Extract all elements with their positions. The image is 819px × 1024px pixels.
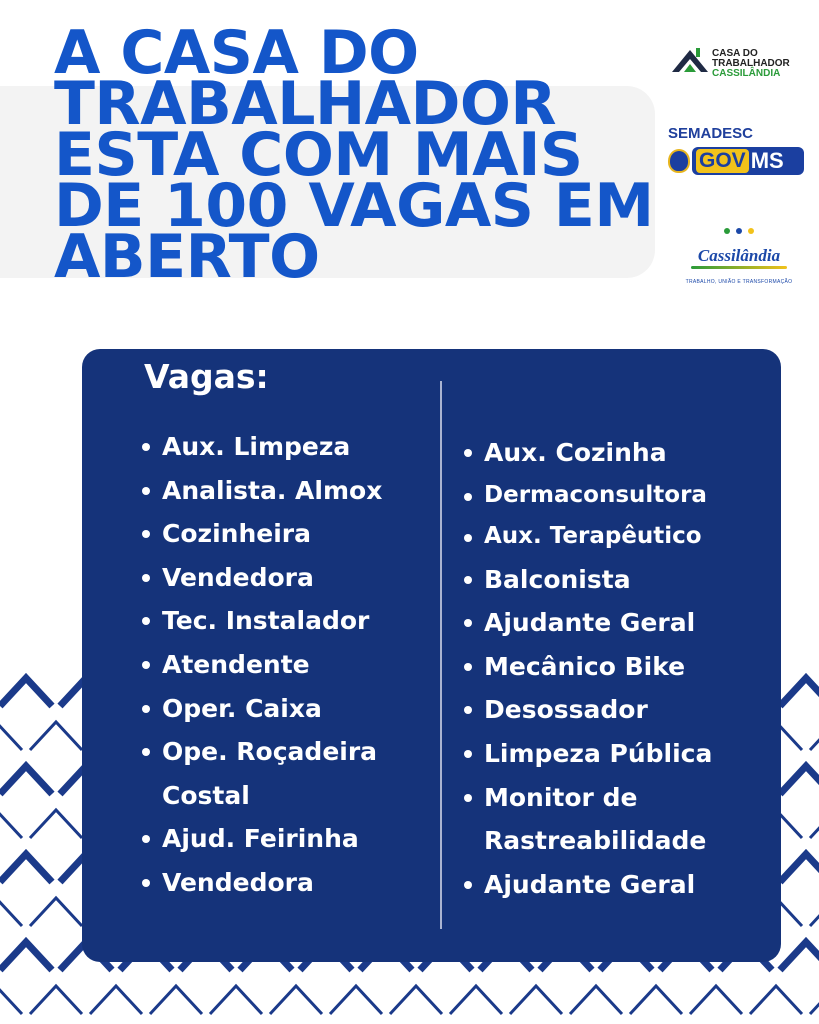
chevron-shape (690, 986, 742, 1014)
list-item: Vendedora (142, 861, 422, 905)
headline-line: TRABALHADOR (54, 69, 557, 139)
column-divider (440, 381, 442, 929)
logo-text: CASA DO (712, 48, 758, 59)
list-item: Cozinheira (142, 512, 422, 556)
chevron-shape (90, 986, 142, 1014)
chevron-shape (810, 986, 819, 1014)
headline (54, 18, 664, 292)
list-item: Ajud. Feirinha (142, 817, 422, 861)
chevron-shape (150, 986, 202, 1014)
list-item: Limpeza Pública (464, 732, 754, 776)
vacancies-card (82, 349, 781, 962)
chevron-shape (0, 986, 22, 1014)
chevron-shape (780, 766, 819, 794)
headline-line: ESTA COM MAIS (54, 120, 583, 190)
headline-line: DE 100 VAGAS EM (54, 171, 654, 241)
list-item (464, 776, 754, 863)
chevron-shape (0, 722, 22, 750)
chevron-shape (330, 986, 382, 1014)
gov-text: GOV (696, 149, 749, 173)
list-item: Ajudante Geral (464, 863, 754, 907)
chevron-shape (570, 986, 622, 1014)
chevron-shape (0, 898, 22, 926)
chevron-shape (810, 898, 819, 926)
list-item: Analista. Almox (142, 469, 422, 513)
chevron-shape (810, 810, 819, 838)
chevron-shape (780, 678, 819, 706)
chevron-shape (450, 986, 502, 1014)
chevron-shape (0, 766, 52, 794)
cassilandia-tagline: TRABALHO, UNIÃO E TRANSFORMAÇÃO (685, 279, 793, 285)
chevron-shape (630, 986, 682, 1014)
vacancies-list-right (464, 431, 754, 906)
list-item: Oper. Caixa (142, 687, 422, 731)
vacancies-list-left (142, 425, 422, 905)
list-item: Ajudante Geral (464, 601, 754, 645)
chevron-shape (0, 810, 22, 838)
list-item-text: Ope. Roçadeira Costal (162, 737, 378, 810)
chevron-shape (210, 986, 262, 1014)
chevron-shape (270, 986, 322, 1014)
ms-text: MS (750, 148, 784, 173)
logo-text: TRABALHADOR (712, 58, 790, 69)
house-icon (670, 44, 710, 76)
chevron-shape (0, 942, 52, 970)
chevron-shape (30, 986, 82, 1014)
headline-line: ABERTO (54, 222, 320, 292)
chevron-shape (510, 986, 562, 1014)
chevron-shape (750, 986, 802, 1014)
cassilandia-name: Cassilândia (697, 246, 781, 265)
list-item-text: Monitor de Rastreabilidade (484, 782, 707, 856)
chevron-shape (30, 810, 82, 838)
state-seal-icon (668, 149, 690, 173)
list-item: Aux. Cozinha (464, 431, 754, 475)
chevron-shape (390, 986, 442, 1014)
list-item: Balconista (464, 558, 754, 602)
list-item: Desossador (464, 688, 754, 732)
logo-underline (691, 266, 787, 269)
semadesc-label: SEMADESC (668, 125, 754, 142)
chevron-shape (780, 854, 819, 882)
list-item: Atendente (142, 643, 422, 687)
list-item: Dermaconsultora (464, 475, 754, 517)
list-item: Aux. Limpeza (142, 425, 422, 469)
chevron-shape (780, 942, 819, 970)
chevron-shape (810, 722, 819, 750)
list-item (142, 730, 422, 817)
headline-line: A CASA DO (54, 18, 419, 88)
people-icon (719, 227, 759, 237)
logo-text: CASSILÂNDIA (712, 68, 781, 79)
govms-logo (668, 146, 806, 176)
chevron-shape (0, 678, 52, 706)
casa-do-trabalhador-logo (668, 40, 808, 90)
chevron-shape (30, 898, 82, 926)
list-item: Mecânico Bike (464, 645, 754, 689)
chevron-shape (0, 854, 52, 882)
list-item: Aux. Terapêutico (464, 516, 754, 558)
card-title: Vagas: (144, 357, 269, 396)
list-item: Tec. Instalador (142, 599, 422, 643)
list-item: Vendedora (142, 556, 422, 600)
cassilandia-logo (684, 222, 794, 285)
chevron-shape (30, 722, 82, 750)
